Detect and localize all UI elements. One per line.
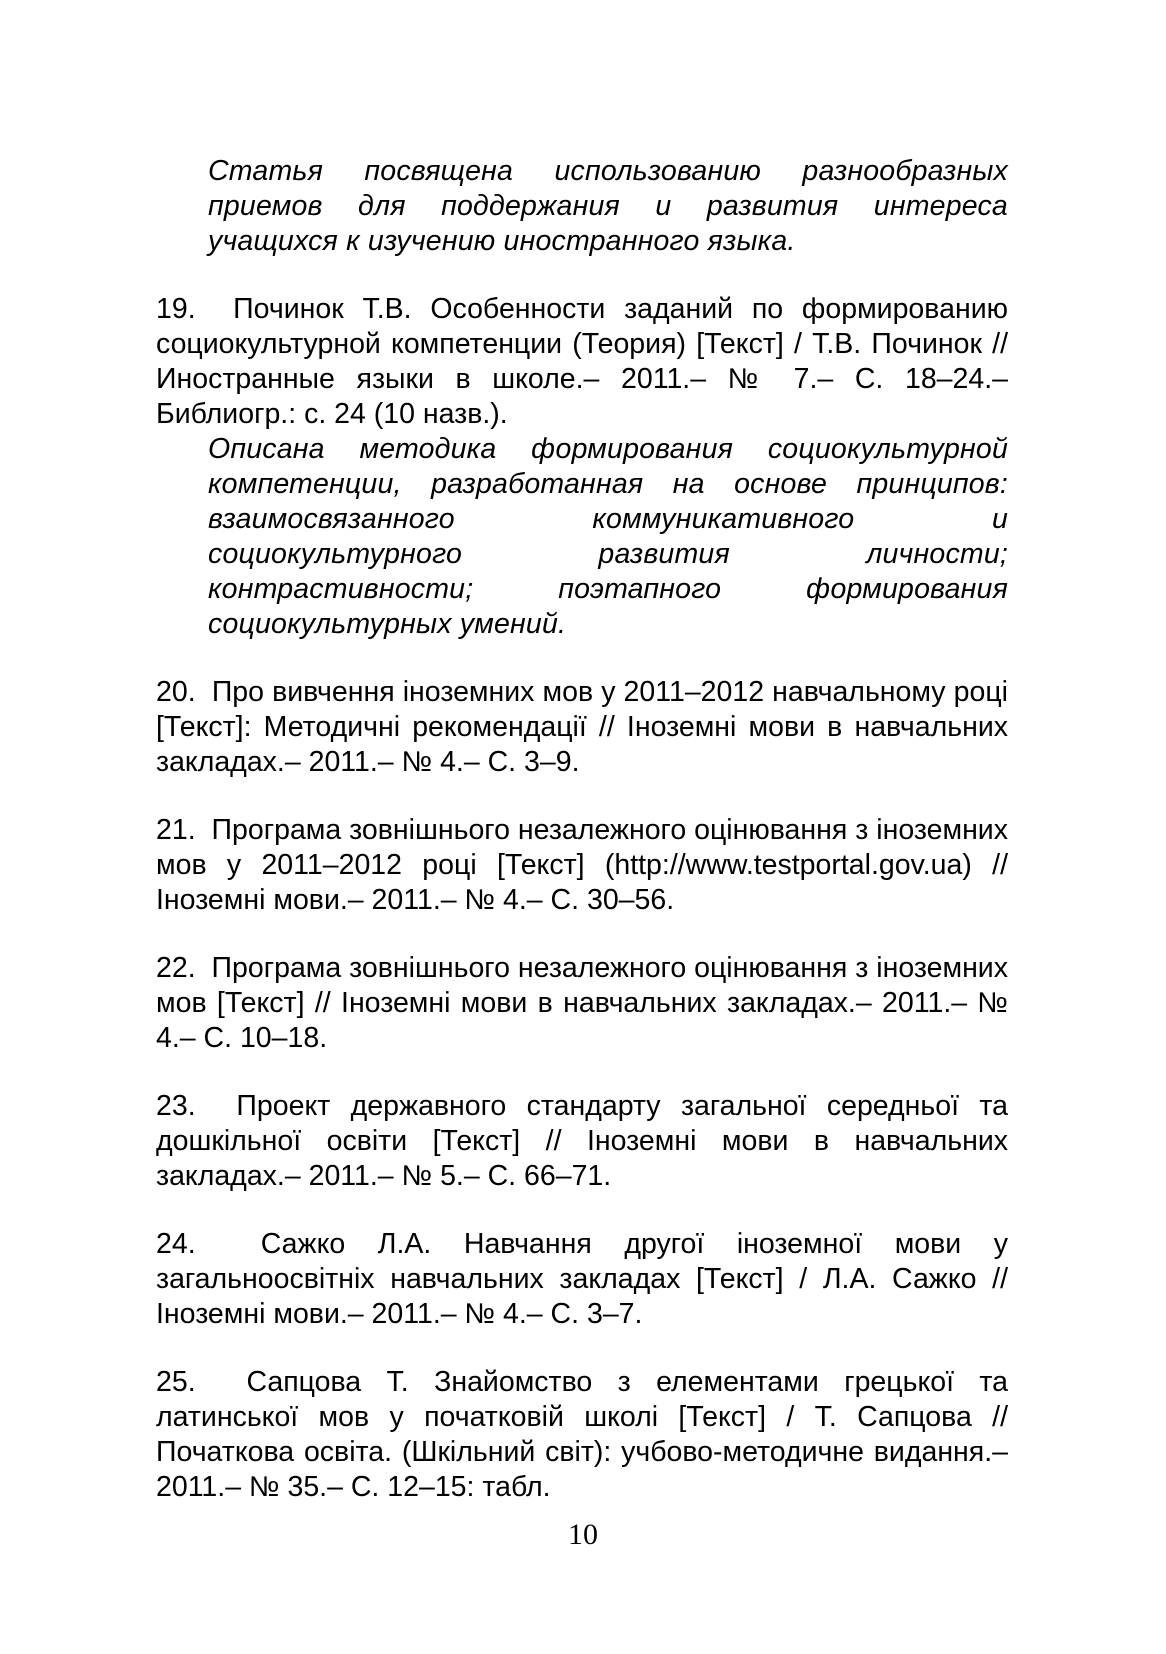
entry-number: 21. xyxy=(156,814,196,846)
entry-text: Програма зовнішнього незалежного оцінювання з іноземних мов у 2011–2012 році [Текст] (http://www.testportal.gov.ua) // Іноземні мови.– 2011.– № 4.– С. 30–56. xyxy=(156,814,1008,916)
bibliography-entry-25 xyxy=(156,1365,1008,1505)
entry-number: 20. xyxy=(156,676,196,708)
intro-annotation: Статья посвящена использованию разнообразных приемов для поддержания и развития интереса учащихся к изучению иностранного языка. xyxy=(208,155,1008,257)
entry-text: Проект державного стандарту загальної середньої та дошкільної освіти [Текст] // Іноземні мови в навчальних закладах.– 2011.– № 5.– С. 66–71. xyxy=(156,1090,1008,1192)
entry-number: 23. xyxy=(156,1090,196,1122)
entry-number: 22. xyxy=(156,952,196,984)
entry-text: Про вивчення іноземних мов у 2011–2012 навчальному році [Текст]: Методичні рекомендації // Іноземні мови в навчальних закладах.– 2011.– № 4.– С. 3–9. xyxy=(156,676,1008,778)
entry-text: Програма зовнішнього незалежного оцінювання з іноземних мов [Текст] // Іноземні мови в навчальних закладах.– 2011.– № 4.– С. 10–18. xyxy=(156,952,1008,1054)
page-number: 10 xyxy=(568,1518,598,1551)
bibliography-entry-19 xyxy=(156,292,1008,642)
bibliography-entry-24 xyxy=(156,1227,1008,1332)
entry-text: Сапцова Т. Знайомство з елементами грецької та латинської мов у початковій школі [Текст] / Т. Сапцова // Початкова освіта. (Шкільний світ): учбово-методичне видання.– 2011.– № 35.– С. 12–15: табл. xyxy=(156,1366,1009,1503)
entry-number: 25. xyxy=(156,1366,196,1398)
bibliography-list xyxy=(156,154,1008,1505)
entry-annotation: Описана методика формирования социокультурной компетенции, разработанная на основе принципов: взаимосвязанного коммуникативного и социокультурного развития личности; контрастивности; поэтапного формирования социокультурных умений. xyxy=(208,433,1008,640)
entry-text: Починок Т.В. Особенности заданий по формированию социокультурной компетенции (Теория) [Текст] / Т.В. Починок // Иностранные языки в школе.– 2011.– № 7.– С. 18–24.– Библиогр.: с. 24 (10 назв.). xyxy=(156,293,1008,430)
entry-number: 19. xyxy=(156,293,196,325)
bibliography-entry-23 xyxy=(156,1089,1008,1194)
bibliography-entry-20 xyxy=(156,675,1008,780)
entry-text: Сажко Л.А. Навчання другої іноземної мови у загальноосвітніх навчальних закладах [Текст] / Л.А. Сажко // Іноземні мови.– 2011.– № 4.– С. 3–7. xyxy=(156,1228,1009,1330)
bibliography-entry-22 xyxy=(156,951,1008,1056)
entry-number: 24. xyxy=(156,1228,196,1260)
bibliography-entry-21 xyxy=(156,813,1008,918)
